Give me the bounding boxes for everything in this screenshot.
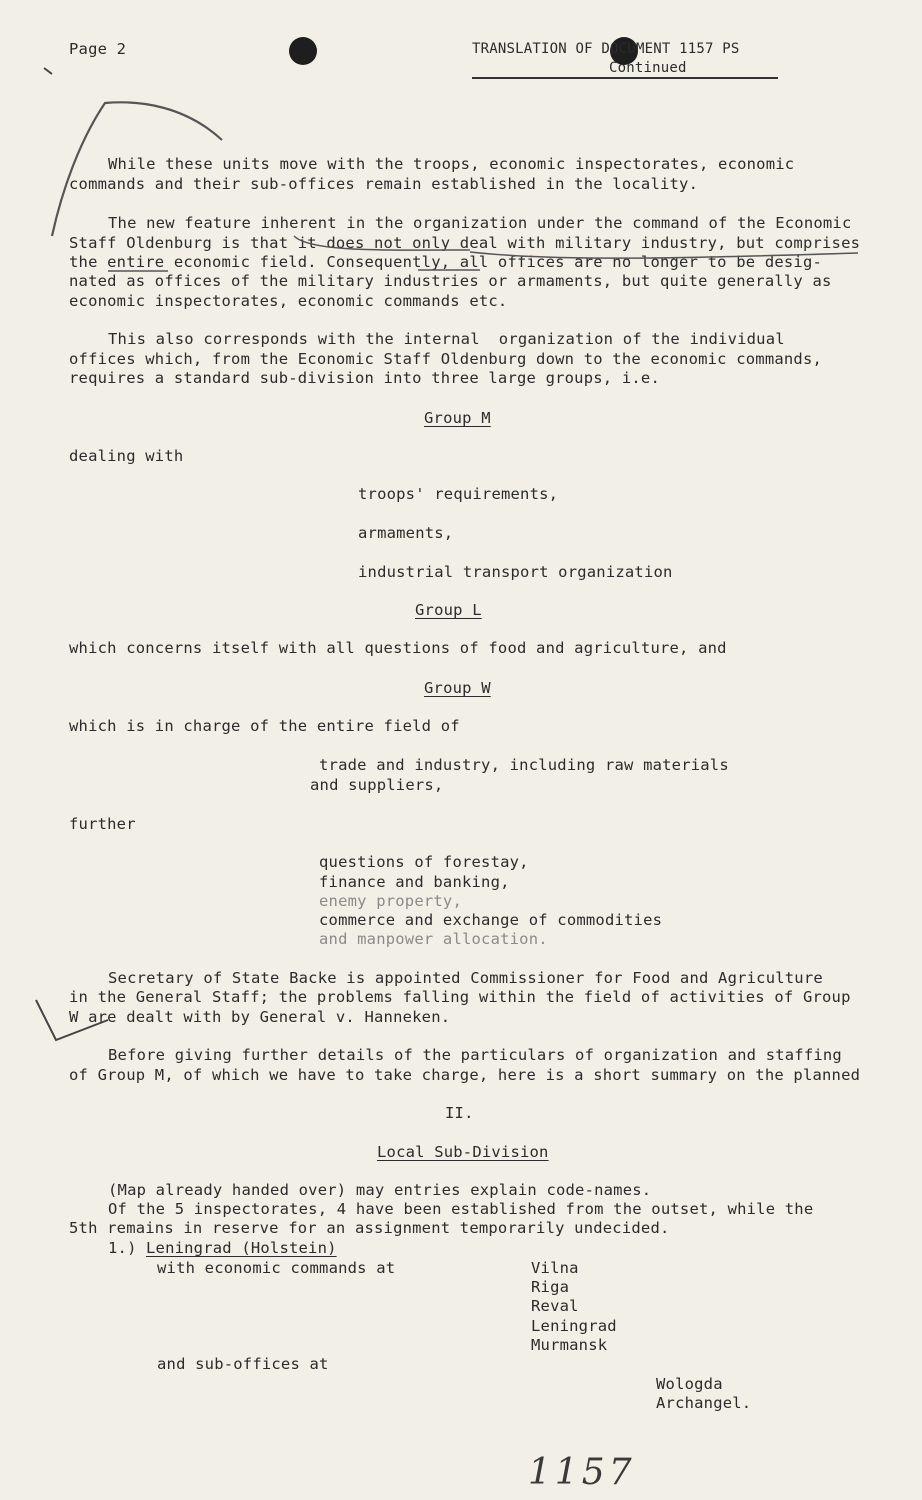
group-l-text: which concerns itself with all questions of food and agriculture, and <box>69 639 727 657</box>
group-w-item1-line2: and suppliers, <box>310 776 444 794</box>
underline-mark-1 <box>294 236 470 250</box>
group-m-item-2: armaments, <box>358 524 454 542</box>
group-w-item2-4: commerce and exchange of commodities <box>319 911 663 929</box>
para2-line5: economic inspectorates, economic commands etc. <box>69 292 508 310</box>
secretary-line3: W are dealt with by General v. Hanneken. <box>69 1008 451 1026</box>
group-w-intro: which is in charge of the entire field of <box>69 717 460 735</box>
underline-mark-2 <box>470 252 858 258</box>
group-m-intro: dealing with <box>69 447 184 465</box>
group-w-further: further <box>69 815 136 833</box>
secretary-line2: in the General Staff; the problems falling within the field of activities of Group <box>69 988 851 1006</box>
para3-line1: This also corresponds with the internal organization of the individual <box>108 330 785 348</box>
para2-line2: Staff Oldenburg is that it does not only deal with military industry, but comprises <box>69 234 861 252</box>
secretary-line1: Secretary of State Backe is appointed Commissioner for Food and Agriculture <box>108 969 823 987</box>
local-line1: (Map already handed over) may entries explain code-names. <box>108 1181 652 1199</box>
group-w-item2-3: enemy property, <box>319 892 462 910</box>
para2-line3: the entire economic field. Consequently, all offices are no longer to be desig- <box>69 253 823 271</box>
command-4: Leningrad <box>531 1317 617 1335</box>
para2-line4: nated as offices of the military industries or armaments, but quite generally as <box>69 272 832 290</box>
group-m-heading: Group M <box>424 409 491 427</box>
check-mark <box>36 1000 108 1040</box>
item-title: Leningrad (Holstein) <box>146 1239 337 1257</box>
local-line2: Of the 5 inspectorates, 4 have been established from the outset, while the <box>108 1200 814 1218</box>
margin-bracket-mark <box>52 102 222 236</box>
section-number: II. <box>445 1104 474 1122</box>
command-3: Reval <box>531 1297 579 1315</box>
group-w-item1-line1: trade and industry, including raw materials <box>319 756 729 774</box>
stray-mark <box>44 68 52 74</box>
suboffice-1: Wologda <box>656 1375 723 1393</box>
translation-continued: Continued <box>609 60 687 76</box>
para3-line3: requires a standard sub-division into three large groups, i.e. <box>69 369 660 387</box>
group-w-item2-2: finance and banking, <box>319 873 510 891</box>
before-line1: Before giving further details of the particulars of organization and staffing <box>108 1046 842 1064</box>
para1-line1: While these units move with the troops, economic inspectorates, economic <box>108 155 795 173</box>
before-line2: of Group M, of which we have to take charge, here is a short summary on the planned <box>69 1066 861 1084</box>
command-1: Vilna <box>531 1259 579 1277</box>
item-number: 1.) <box>108 1239 137 1257</box>
group-m-item-3: industrial transport organization <box>358 563 673 581</box>
page-label: Page 2 <box>69 40 127 58</box>
section-title: Local Sub-Division <box>377 1143 549 1161</box>
command-5: Murmansk <box>531 1336 608 1354</box>
para3-line2: offices which, from the Economic Staff Oldenburg down to the economic commands, <box>69 350 823 368</box>
handwritten-page-number: 1157 <box>528 1452 636 1493</box>
suboffices-label: and sub-offices at <box>157 1355 329 1373</box>
group-w-heading: Group W <box>424 679 491 697</box>
command-2: Riga <box>531 1278 570 1296</box>
suboffice-2: Archangel. <box>656 1394 752 1412</box>
group-w-item2-1: questions of forestay, <box>319 853 529 871</box>
translation-title: TRANSLATION OF DOCUMENT 1157 PS <box>472 41 740 57</box>
group-m-item-1: troops' requirements, <box>358 485 559 503</box>
local-line3: 5th remains in reserve for an assignment temporarily undecided. <box>69 1219 670 1237</box>
para2-line1: The new feature inherent in the organization under the command of the Economic <box>108 214 852 232</box>
commands-label: with economic commands at <box>157 1259 396 1277</box>
group-l-heading: Group L <box>415 601 482 619</box>
group-w-item2-5: and manpower allocation. <box>319 930 548 948</box>
para1-line2: commands and their sub-offices remain established in the locality. <box>69 175 699 193</box>
